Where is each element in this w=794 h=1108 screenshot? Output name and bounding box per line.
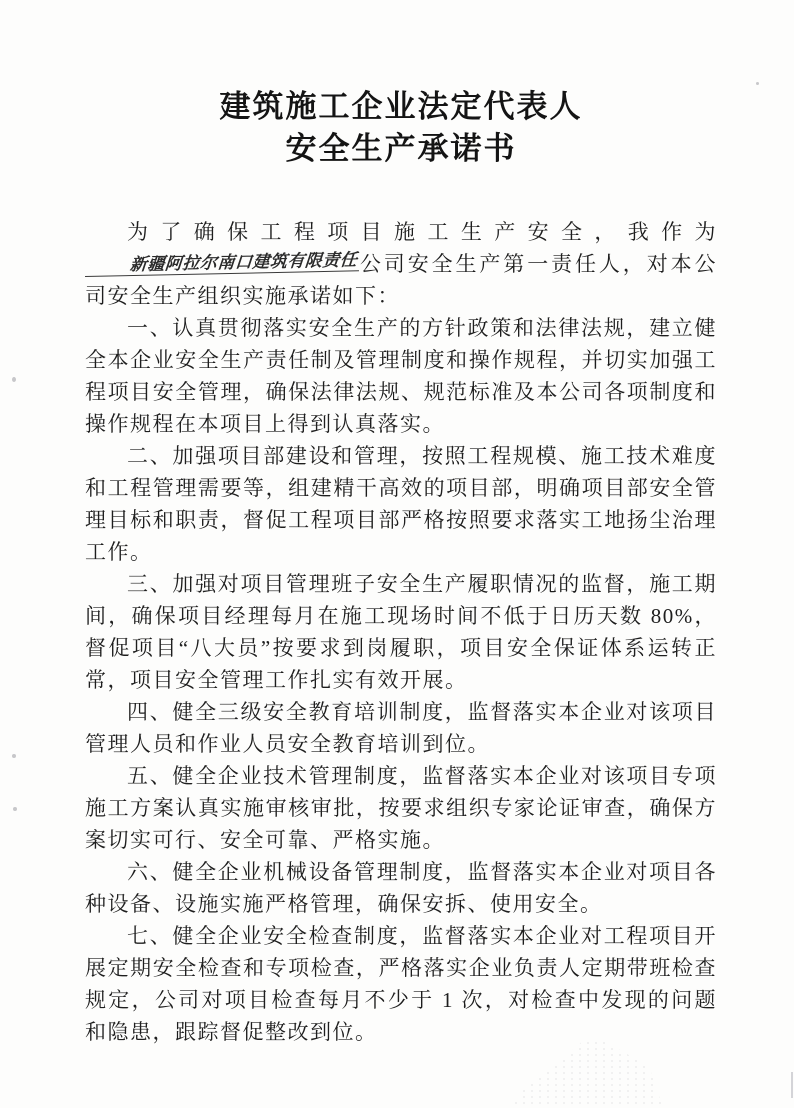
intro-prefix: 为了确保工程项目施工生产安全，我作为 (127, 220, 717, 244)
clause-7: 七、健全企业安全检查制度，监督落实本企业对工程项目开展定期安全检查和专项检查，严格落实企业负责人定期带班检查规定，公司对项目检查每月不少于 1 次，对检查中发现的问题和隐患，跟踪督促整改到位。 (85, 924, 717, 1044)
intro-suffix: 公司安全生产第一责任人，对本公司安全生产组织实施承诺如下： (85, 252, 717, 308)
clause-4: 四、健全三级安全教育培训制度，监督落实本企业对该项目管理人员和作业人员安全教育培训到位。 (85, 700, 717, 756)
document-title-line2: 安全生产承诺书 (285, 131, 517, 166)
scan-noise-patch (512, 1040, 662, 1104)
clause-1: 一、认真贯彻落实安全生产的方针政策和法律法规，建立健全本企业安全生产责任制及管理制度和操作规程，并切实加强工程项目安全管理，确保法律法规、规范标准及本公司各项制度和操作规程在本项目上得到认真落实。 (85, 316, 717, 436)
document-title-line1: 建筑施工企业法定代表人 (219, 89, 583, 124)
clause-5: 五、健全企业技术管理制度，监督落实本企业对该项目专项施工方案认真实施审核审批，按要求组织专家论证审查，确保方案切实可行、安全可靠、严格实施。 (85, 764, 717, 852)
document-content (85, 86, 717, 1048)
scan-speck (12, 377, 16, 382)
document-body (85, 216, 717, 1048)
handwritten-company-name: 新疆阿拉尔南口建筑有限责任 (85, 251, 360, 277)
scan-edge-artifact (791, 1072, 793, 1098)
intro-paragraph (85, 216, 717, 312)
scan-speck (12, 754, 16, 758)
scan-speck (13, 807, 17, 811)
clause-6: 六、健全企业机械设备管理制度，监督落实本企业对项目各种设备、设施实施严格管理，确保安拆、使用安全。 (85, 860, 717, 916)
clause-2: 二、加强项目部建设和管理，按照工程规模、施工技术难度和工程管理需要等，组建精干高效的项目部，明确项目部安全管理目标和职责，督促工程项目部严格按照要求落实工地扬尘治理工作。 (85, 444, 717, 564)
document-title (85, 86, 717, 170)
clause-3: 三、加强对项目管理班子安全生产履职情况的监督，施工期间，确保项目经理每月在施工现场时间不低于日历天数 80%，督促项目“八大员”按要求到岗履职，项目安全保证体系运转正常，项目安全管理工作扎实有效开展。 (85, 572, 717, 692)
scan-speck (756, 82, 759, 85)
